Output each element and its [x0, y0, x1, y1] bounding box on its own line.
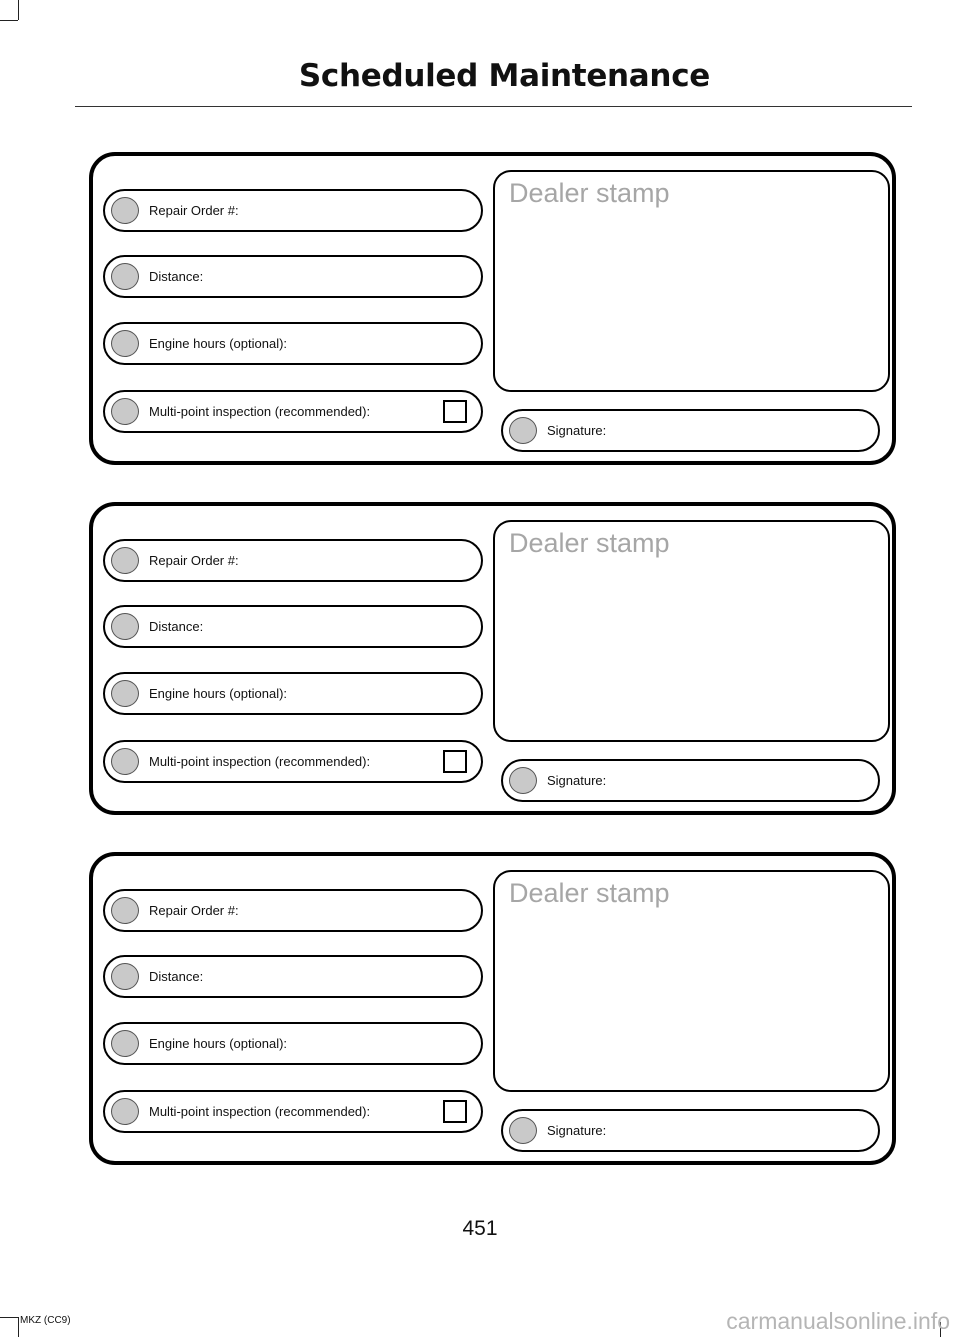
- signature-label: Signature:: [547, 773, 607, 788]
- bullet-icon: [111, 398, 139, 425]
- title-divider: [75, 106, 912, 107]
- page-title: Scheduled Maintenance: [298, 58, 710, 94]
- multi-point-inspection-label: Multi-point inspection (recommended):: [149, 754, 371, 769]
- bullet-icon: [111, 197, 139, 224]
- dealer-stamp-box: [493, 170, 890, 392]
- bullet-icon: [111, 680, 139, 707]
- engine-hours-field[interactable]: [103, 322, 483, 365]
- bullet-icon: [111, 963, 139, 990]
- multi-point-inspection-label: Multi-point inspection (recommended):: [149, 1104, 371, 1119]
- dealer-stamp-label: Dealer stamp: [509, 528, 670, 558]
- crop-mark: [18, 0, 19, 20]
- multi-point-inspection-label: Multi-point inspection (recommended):: [149, 404, 371, 419]
- maintenance-record-card: [89, 502, 896, 815]
- bullet-icon: [111, 1098, 139, 1125]
- dealer-stamp-label: Dealer stamp: [509, 878, 670, 908]
- bullet-icon: [111, 748, 139, 775]
- crop-mark: [0, 20, 18, 21]
- crop-mark: [0, 1317, 18, 1318]
- page-number: 451: [462, 1217, 498, 1240]
- distance-field[interactable]: [103, 255, 483, 298]
- engine-hours-label: Engine hours (optional):: [149, 1036, 288, 1051]
- multi-point-inspection-field: [103, 740, 483, 783]
- engine-hours-field[interactable]: [103, 1022, 483, 1065]
- bullet-icon: [111, 547, 139, 574]
- bullet-icon: [509, 767, 537, 794]
- repair-order-field[interactable]: [103, 889, 483, 932]
- distance-label: Distance:: [149, 969, 204, 984]
- dealer-stamp-label: Dealer stamp: [509, 178, 670, 208]
- signature-field[interactable]: [501, 409, 880, 452]
- distance-field[interactable]: [103, 955, 483, 998]
- repair-order-label: Repair Order #:: [149, 903, 239, 918]
- maintenance-record-card: [89, 852, 896, 1165]
- repair-order-label: Repair Order #:: [149, 553, 239, 568]
- footer-model: MKZ (CC9): [20, 1315, 71, 1326]
- inspection-checkbox[interactable]: [443, 400, 467, 423]
- crop-mark: [18, 1317, 19, 1337]
- signature-field[interactable]: [501, 759, 880, 802]
- watermark: carmanualsonline.info: [726, 1308, 950, 1334]
- bullet-icon: [509, 417, 537, 444]
- repair-order-field[interactable]: [103, 189, 483, 232]
- signature-field[interactable]: [501, 1109, 880, 1152]
- multi-point-inspection-field: [103, 390, 483, 433]
- signature-label: Signature:: [547, 1123, 607, 1138]
- bullet-icon: [111, 263, 139, 290]
- engine-hours-label: Engine hours (optional):: [149, 686, 288, 701]
- distance-label: Distance:: [149, 619, 204, 634]
- engine-hours-field[interactable]: [103, 672, 483, 715]
- bullet-icon: [111, 1030, 139, 1057]
- repair-order-label: Repair Order #:: [149, 203, 239, 218]
- bullet-icon: [111, 897, 139, 924]
- distance-label: Distance:: [149, 269, 204, 284]
- bullet-icon: [111, 613, 139, 640]
- multi-point-inspection-field: [103, 1090, 483, 1133]
- engine-hours-label: Engine hours (optional):: [149, 336, 288, 351]
- maintenance-record-card: [89, 152, 896, 465]
- signature-label: Signature:: [547, 423, 607, 438]
- bullet-icon: [111, 330, 139, 357]
- inspection-checkbox[interactable]: [443, 1100, 467, 1123]
- bullet-icon: [509, 1117, 537, 1144]
- repair-order-field[interactable]: [103, 539, 483, 582]
- dealer-stamp-box: [493, 870, 890, 1092]
- inspection-checkbox[interactable]: [443, 750, 467, 773]
- dealer-stamp-box: [493, 520, 890, 742]
- distance-field[interactable]: [103, 605, 483, 648]
